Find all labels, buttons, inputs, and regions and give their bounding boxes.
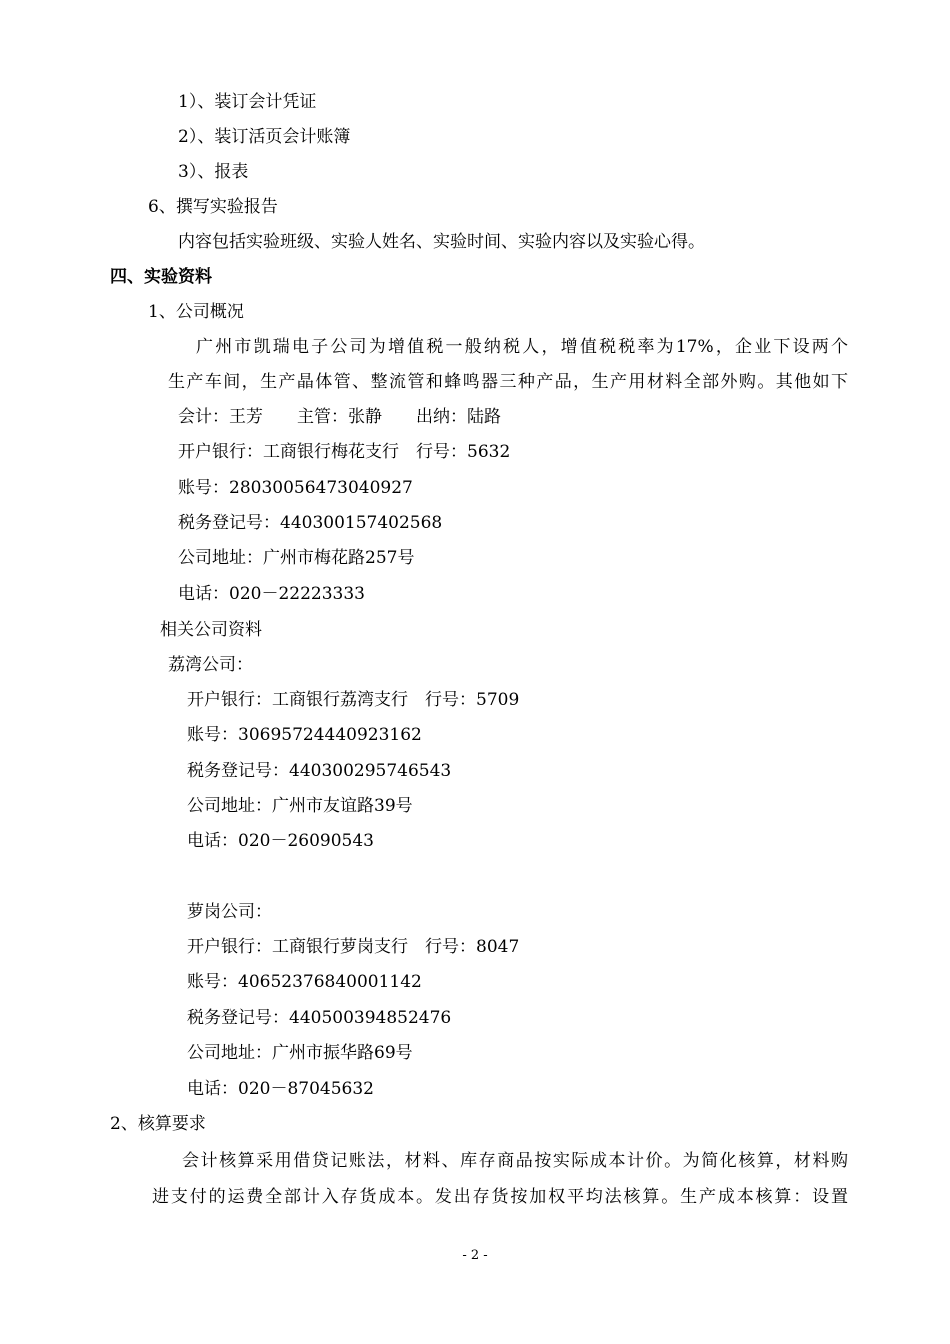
- accounting-paragraph-line-1: 会计核算采用借贷记账法，材料、库存商品按实际成本计价。为简化核算，材料购: [182, 1151, 848, 1171]
- section-6-content: 内容包括实验班级、实验人姓名、实验时间、实验内容以及实验心得。: [178, 232, 705, 252]
- lizhiwan-account: 账号：30695724440923162: [187, 725, 422, 745]
- luogang-tax-id: 税务登记号：440500394852476: [187, 1008, 452, 1028]
- page-number: - 2 -: [462, 1248, 488, 1263]
- section-6-title: 6、撰写实验报告: [148, 197, 278, 217]
- luogang-address: 公司地址：广州市振华路69号: [187, 1043, 413, 1063]
- company-address: 公司地址：广州市梅花路257号: [178, 548, 415, 568]
- overview-paragraph-line-2: 生产车间，生产晶体管、整流管和蜂鸣器三种产品，生产用材料全部外购。其他如下: [168, 372, 848, 392]
- company-tax-id: 税务登记号：440300157402568: [178, 513, 443, 533]
- company-staff: 会计：王芳 主管：张静 出纳：陆路: [178, 407, 501, 427]
- overview-paragraph-line-1: 广州市凯瑞电子公司为增值税一般纳税人，增值税税率为17%，企业下设两个: [196, 337, 848, 357]
- lizhiwan-tax-id: 税务登记号：440300295746543: [187, 761, 452, 781]
- company-account: 账号：28030056473040927: [178, 478, 413, 498]
- company-bank: 开户银行：工商银行梅花支行 行号：5632: [178, 442, 511, 462]
- luogang-phone: 电话：020－87045632: [187, 1079, 374, 1099]
- luogang-account: 账号：40652376840001142: [187, 972, 422, 992]
- related-companies-title: 相关公司资料: [160, 620, 262, 640]
- accounting-requirements-title: 2、核算要求: [110, 1114, 206, 1134]
- company-phone: 电话：020－22223333: [178, 584, 365, 604]
- luogang-company-name: 萝岗公司：: [187, 902, 272, 922]
- lizhiwan-company-name: 荔湾公司：: [168, 655, 253, 675]
- binding-item-3: 3）、报表: [178, 162, 249, 182]
- lizhiwan-address: 公司地址：广州市友谊路39号: [187, 796, 413, 816]
- lizhiwan-bank: 开户银行：工商银行荔湾支行 行号：5709: [187, 690, 520, 710]
- accounting-paragraph-line-2: 进支付的运费全部计入存货成本。发出存货按加权平均法核算。生产成本核算：设置: [152, 1187, 848, 1207]
- luogang-bank: 开户银行：工商银行萝岗支行 行号：8047: [187, 937, 520, 957]
- section-4-heading: 四、实验资料: [110, 267, 212, 287]
- binding-item-1: 1）、装订会计凭证: [178, 92, 317, 112]
- lizhiwan-phone: 电话：020－26090543: [187, 831, 374, 851]
- binding-item-2: 2）、装订活页会计账簿: [178, 127, 351, 147]
- company-overview-title: 1、公司概况: [148, 302, 244, 322]
